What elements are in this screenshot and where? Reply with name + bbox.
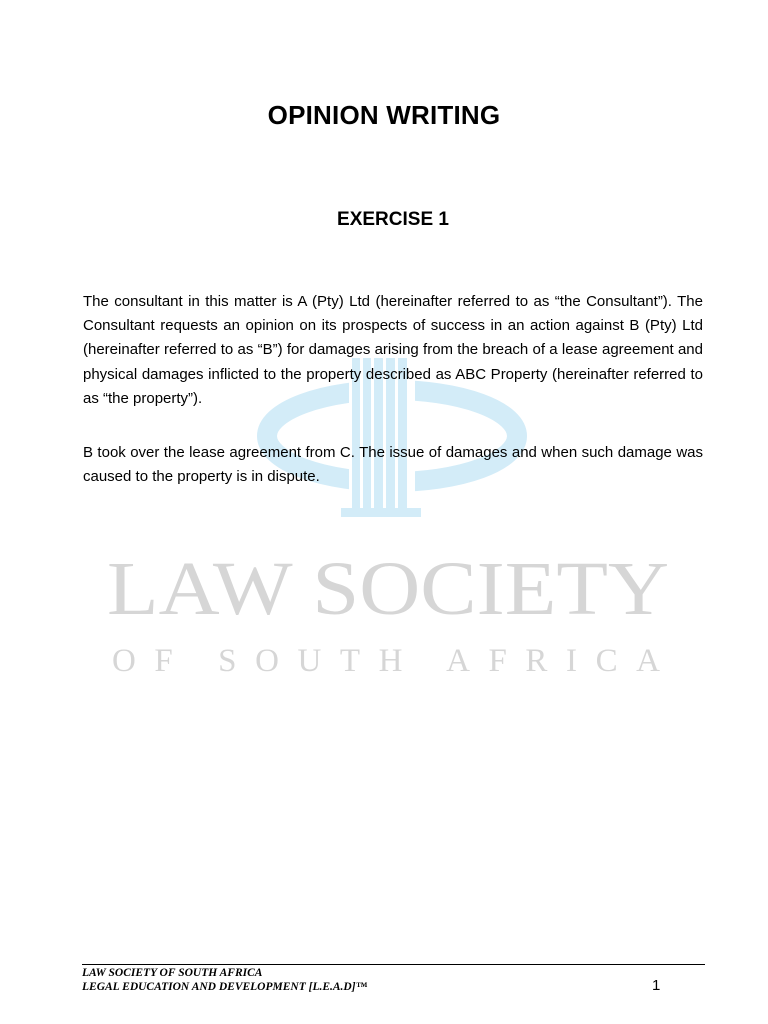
watermark-title: LAW SOCIETY (107, 547, 669, 631)
paragraph-1: The consultant in this matter is A (Pty) Ltd (hereinafter referred to as “the Consultant”). The Consultant requests an opinion on its prospects of success in an action against B (Pty) Ltd (hereinafter referred to as “B”) for damages arising from the breach of a lease agreement and physical damages inflicted to the property described as ABC Property (hereinafter referred to as “the property”). (83, 293, 703, 407)
footer-organization: LAW SOCIETY OF SOUTH AFRICA (82, 967, 263, 979)
paragraph-2: B took over the lease agreement from C. The issue of damages and when such damage was caused to the property is in dispute. (83, 444, 703, 486)
page-number: 1 (652, 977, 661, 994)
exercise-heading: EXERCISE 1 (337, 209, 449, 230)
page-title: OPINION WRITING (267, 100, 501, 130)
watermark-subtitle: OF SOUTH AFRICA (112, 643, 660, 679)
footer-divider (82, 964, 705, 965)
footer-program: LEGAL EDUCATION AND DEVELOPMENT [L.E.A.D]™ (82, 981, 368, 993)
